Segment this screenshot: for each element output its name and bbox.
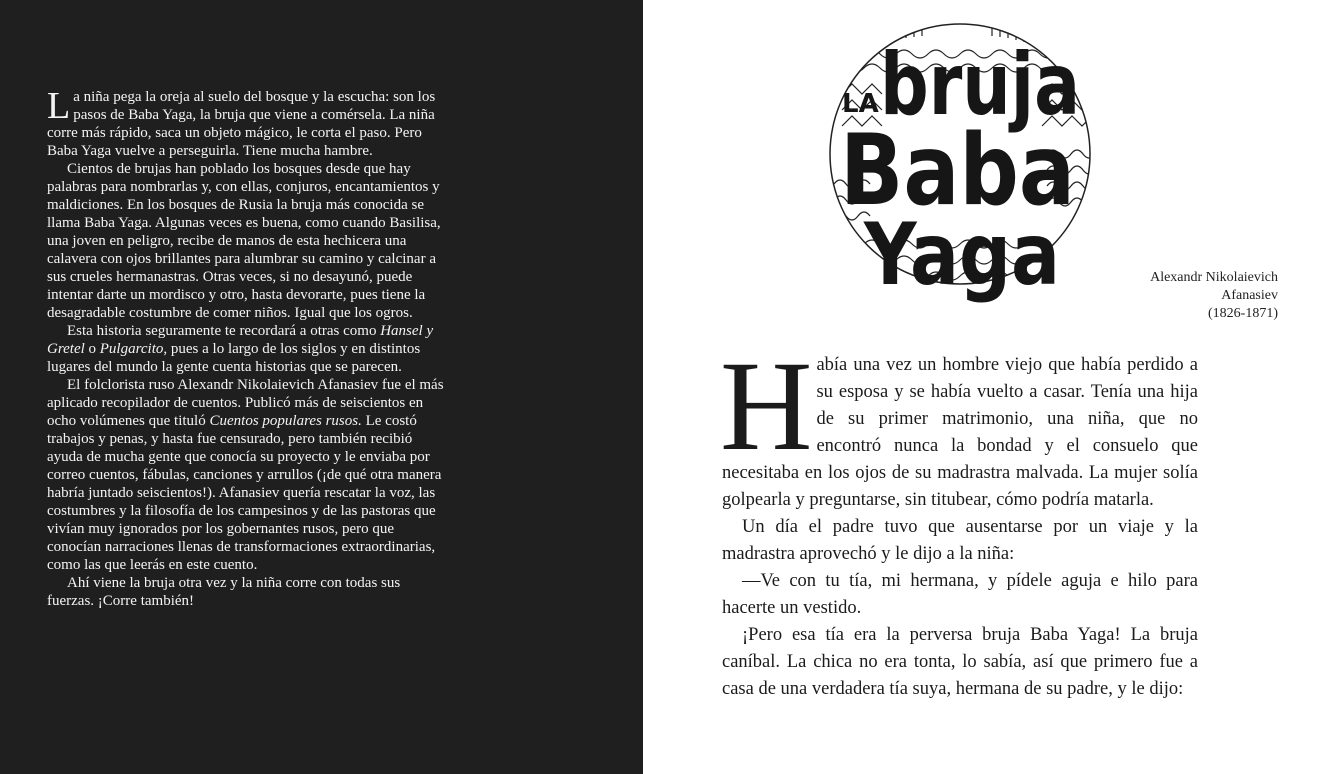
left-paragraph-4-part: El folclorista ruso Alexandr Nikolaievich Afanasiev fue el más aplicado recopilador de cuentos. Publicó más de seiscientos en ocho volúmenes que tituló bbox=[47, 377, 444, 429]
left-paragraph-1 bbox=[47, 85, 447, 160]
author-credit bbox=[1150, 269, 1278, 323]
story-paragraph-3: —Ve con tu tía, mi hermana, y pídele aguja e hilo para hacerte un vestido. bbox=[722, 571, 1198, 618]
left-paragraph-3-part: , pues a lo largo de los siglos y en distintos lugares del mundo la gente cuenta historias que se parecen. bbox=[47, 341, 421, 375]
left-paragraph-4-part: Le costó trabajos y penas, y hasta fue censurado, pero también recibió ayuda de mucha gente que conocía su proyecto y le enviaba por correo cuentos, fábulas, canciones y arrullos (¡de qué otra manera habría juntado seiscientos!). Afanasiev quería rescatar la voz, las costumbres y la filosofía de los campesinos y de las pastoras que vivían muy ignorados por los gobernantes rusos, pero que conocían narraciones llenas de transformaciones extraordinarias, como las que leerás en este cuento. bbox=[47, 413, 442, 573]
logo-word-la: LA bbox=[842, 89, 879, 119]
left-paragraph-2: Cientos de brujas han poblado los bosques desde que hay palabras para nombrarlas y, con ellas, conjuros, encantamientos y maldiciones. En los bosques de Rusia la bruja más conocida se llama Baba Yaga. Algunas veces es buena, como cuando Basilisa, una joven en peligro, recibe de manos de esta hechicera una calavera con ojos brillantes para alumbrar su camino y calcinar a sus crueles hermanastras. Otras veces, si no desayunó, puede intentar darte un mordisco y otro, hasta devorarte, pues tiene la desagradable costumbre de comer niños. Igual que los ogros. bbox=[47, 161, 441, 321]
story-paragraph-4: ¡Pero esa tía era la perversa bruja Baba Yaga! La bruja caníbal. La chica no era tonta, lo sabía, así que primero fue a casa de una verdadera tía suya, hermana de su padre, y le dijo: bbox=[722, 625, 1198, 699]
author-name-line-2: Afanasiev bbox=[1221, 288, 1278, 303]
left-paragraph-5: Ahí viene la bruja otra vez y la niña corre con todas sus fuerzas. ¡Corre también! bbox=[47, 575, 401, 609]
logo-word-baba: Baba bbox=[840, 114, 1075, 228]
left-paragraph-3-part: o bbox=[84, 341, 100, 357]
title-pulgarcito: Pulgarcito bbox=[99, 341, 164, 357]
logo-word-yaga: Yaga bbox=[863, 205, 1060, 305]
logo-word-bruja: bruja bbox=[880, 35, 1080, 135]
author-name-line-1: Alexandr Nikolaievich bbox=[1150, 270, 1278, 285]
title-cuentos-populares-rusos: Cuentos populares rusos. bbox=[209, 413, 362, 429]
story-paragraph-1-text: abía una vez un hombre viejo que había perdido a su esposa y se había vuelto a casar. Tenía una hija de su primer matrimonio, una niña, que no encontró nunca la bondad y el consuelo que necesitaba en los ojos de su madrastra malvada. La mujer solía golpearla y preguntarse, sin titubear, cómo podría matarla. bbox=[722, 355, 1198, 510]
author-dates: (1826-1871) bbox=[1208, 306, 1278, 321]
left-paragraph-1-text: a niña pega la oreja al suelo del bosque y la escucha: son los pasos de Baba Yaga, la bruja que viene a comérsela. La niña corre más rápido, saca un objeto mágico, le corta el paso. Pero Baba Yaga vuelve a perseguirla. Tiene mucha hambre. bbox=[47, 89, 436, 159]
story-text bbox=[720, 335, 1198, 703]
left-paragraph-3-part: Esta historia seguramente te recordará a otras como bbox=[67, 323, 381, 339]
right-page bbox=[643, 0, 1325, 774]
logo-lettering bbox=[840, 35, 1080, 305]
story-paragraph-1 bbox=[720, 335, 1198, 514]
title-hansel-y-gretel: Hansel y Gretel bbox=[47, 323, 434, 357]
story-dropcap: H bbox=[720, 335, 813, 477]
baba-yaga-title-logo bbox=[822, 14, 1098, 305]
left-dropcap: L bbox=[47, 85, 71, 127]
story-paragraph-2: Un día el padre tuvo que ausentarse por un viaje y la madrastra aprovechó y le dijo a la niña: bbox=[722, 517, 1198, 564]
left-paragraph-4 bbox=[47, 376, 447, 574]
left-page-text bbox=[47, 85, 447, 610]
left-page bbox=[0, 0, 643, 774]
left-paragraph-3 bbox=[47, 322, 447, 376]
